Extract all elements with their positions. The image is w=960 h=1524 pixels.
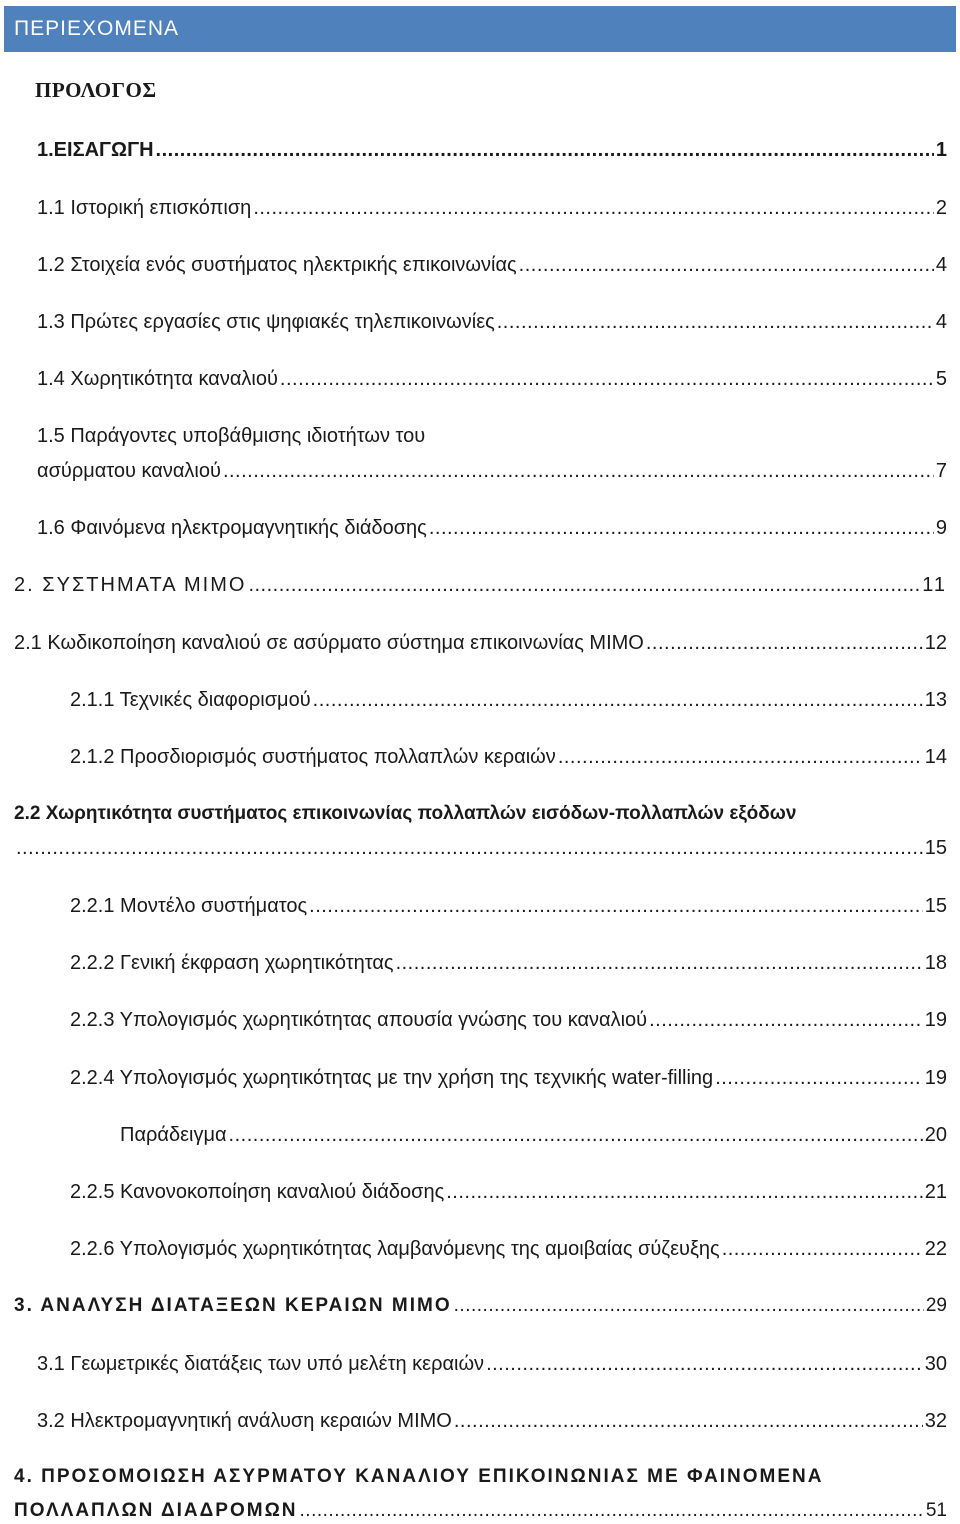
toc-page-number: 14 <box>924 746 947 768</box>
toc-entry-2-1-1[interactable] <box>70 687 947 713</box>
toc-page-number: 51 <box>925 1500 947 1521</box>
toc-entry-4[interactable] <box>14 1498 947 1524</box>
toc-page-number: 13 <box>924 689 947 711</box>
dot-leader <box>497 309 934 335</box>
toc-entry-1-3[interactable] <box>37 309 947 335</box>
toc-entry-label: 2.2.4 Υπολογισμός χωρητικότητας με την χρήση της τεχνικής water-filling <box>70 1067 714 1089</box>
toc-entry-label: 1.6 Φαινόμενα ηλεκτρομαγνητικής διάδοσης <box>37 517 427 539</box>
toc-entry-label: Παράδειγμα <box>120 1124 227 1146</box>
toc-page-number: 18 <box>924 952 947 974</box>
toc-page-number: 15 <box>924 895 947 917</box>
toc-entry-label: 2.1.1 Τεχνικές διαφορισμού <box>70 689 311 711</box>
dot-leader <box>229 1122 923 1148</box>
toc-entry-label: 2. ΣΥΣΤΗΜΑΤΑ ΜΙΜΟ <box>14 574 247 596</box>
dot-leader <box>454 1293 924 1319</box>
toc-entry-1-5-line1[interactable]: 1.5 Παράγοντες υποβάθμισης ιδιοτήτων του <box>37 425 426 447</box>
toc-page-number: 9 <box>935 517 947 539</box>
toc-entry-1-6[interactable] <box>37 515 947 541</box>
dot-leader <box>519 252 934 278</box>
toc-entry-1[interactable] <box>37 137 947 163</box>
toc-entry-label: ΠΟΛΛΑΠΛΩΝ ΔΙΑΔΡΟΜΩΝ <box>14 1500 298 1521</box>
toc-page-number: 15 <box>924 837 947 859</box>
dot-leader <box>646 630 923 656</box>
toc-entry-label: 3.2 Ηλεκτρομαγνητική ανάλυση κεραιών ΜΙΜΟ <box>37 1410 452 1432</box>
dot-leader <box>313 687 923 713</box>
toc-entry-2-2-4[interactable] <box>70 1065 947 1091</box>
toc-entry-2-2-line1[interactable]: 2.2 Χωρητικότητα συστήματος επικοινωνίας πολλαπλών εισόδων-πολλαπλών εξόδων <box>14 803 797 824</box>
toc-entry-label: 2.2.1 Μοντέλο συστήματος <box>70 895 308 917</box>
dot-leader <box>396 950 923 976</box>
dot-leader <box>429 515 934 541</box>
toc-entry-3-1[interactable] <box>37 1351 947 1377</box>
toc-entry-1-4[interactable] <box>37 366 947 392</box>
toc-entry-label: 2.2.2 Γενική έκφραση χωρητικότητας <box>70 952 394 974</box>
toc-entry-2-1[interactable] <box>14 630 947 656</box>
prologue-heading: ΠΡΟΛΟΓΟΣ <box>35 78 157 102</box>
toc-entry-2-1-2[interactable] <box>70 744 947 770</box>
toc-page-number: 29 <box>925 1295 947 1316</box>
dot-leader <box>16 835 923 861</box>
toc-entry-label: 2.1.2 Προσδιορισμός συστήματος πολλαπλών κεραιών <box>70 746 556 768</box>
dot-leader <box>253 195 934 221</box>
toc-entry-label: 1.3 Πρώτες εργασίες στις ψηφιακές τηλεπικοινωνίες <box>37 311 495 333</box>
toc-entry-2[interactable] <box>14 572 947 598</box>
toc-entry-3-2[interactable] <box>37 1408 947 1434</box>
dot-leader <box>486 1351 923 1377</box>
toc-page-number: 19 <box>924 1067 947 1089</box>
toc-entry-label: 1.1 Ιστορική επισκόπιση <box>37 197 252 219</box>
toc-entry-1-5[interactable] <box>37 458 947 484</box>
toc-page-number: 7 <box>935 460 947 482</box>
dot-leader <box>309 893 923 919</box>
dot-leader <box>300 1498 924 1524</box>
toc-entry-example[interactable] <box>120 1122 947 1148</box>
toc-entry-label: 2.2.5 Κανονοκοποίηση καναλιού διάδοσης <box>70 1181 445 1203</box>
dot-leader <box>722 1236 923 1262</box>
dot-leader <box>715 1065 923 1091</box>
toc-entry-2-2-3[interactable] <box>70 1007 947 1033</box>
contents-title: ΠΕΡΙΕΧΟΜΕΝΑ <box>14 17 180 40</box>
contents-header <box>4 6 956 52</box>
toc-page-number: 12 <box>924 632 947 654</box>
dot-leader <box>454 1408 923 1434</box>
dot-leader <box>280 366 934 392</box>
dot-leader <box>558 744 923 770</box>
dot-leader <box>156 137 934 163</box>
dot-leader <box>223 458 934 484</box>
toc-page-number: 21 <box>924 1181 947 1203</box>
toc-page-number: 2 <box>935 197 947 219</box>
toc-page-number: 1 <box>935 139 947 161</box>
toc-entry-label: 1.4 Χωρητικότητα καναλιού <box>37 368 278 390</box>
toc-page-number: 4 <box>935 254 947 276</box>
toc-entry-4-line1[interactable]: 4. ΠΡΟΣΟΜΟΙΩΣΗ ΑΣΥΡΜΑΤΟΥ ΚΑΝΑΛΙΟΥ ΕΠΙΚΟΙΝΩΝΙΑΣ ΜΕ ΦΑΙΝΟΜΕΝΑ <box>14 1466 824 1487</box>
toc-page-number: 5 <box>935 368 947 390</box>
toc-entry-2-2-6[interactable] <box>70 1236 947 1262</box>
toc-entry-label: 2.1 Κωδικοποίηση καναλιού σε ασύρματο σύστημα επικοινωνίας ΜΙΜΟ <box>14 632 644 654</box>
toc-entry-2-2-2[interactable] <box>70 950 947 976</box>
toc-page-number: 19 <box>924 1009 947 1031</box>
toc-entry-label: 1.2 Στοιχεία ενός συστήματος ηλεκτρικής επικοινωνίας <box>37 254 517 276</box>
toc-entry-label: 2.2.3 Υπολογισμός χωρητικότητας απουσία γνώσης του καναλιού <box>70 1009 648 1031</box>
toc-entry-label: 3.1 Γεωμετρικές διατάξεις των υπό μελέτη κεραιών <box>37 1353 485 1375</box>
toc-page-number: 11 <box>922 574 947 596</box>
dot-leader <box>649 1007 923 1033</box>
toc-page-number: 20 <box>924 1124 947 1146</box>
toc-entry-1-2[interactable] <box>37 252 947 278</box>
toc-page-number: 22 <box>924 1238 947 1260</box>
dot-leader <box>446 1179 923 1205</box>
toc-entry-label: ασύρματου καναλιού <box>37 460 221 482</box>
toc-page-number: 30 <box>924 1353 947 1375</box>
toc-entry-2-2-5[interactable] <box>70 1179 947 1205</box>
toc-entry-2-2-1[interactable] <box>70 893 947 919</box>
toc-entry-1-1[interactable] <box>37 195 947 221</box>
toc-entry-label: 1.ΕΙΣΑΓΩΓΗ <box>37 139 154 161</box>
toc-entry-2-2[interactable] <box>14 835 947 861</box>
toc-page-number: 32 <box>924 1410 947 1432</box>
dot-leader <box>248 572 920 598</box>
toc-entry-label: 3. ΑΝΑΛΥΣΗ ΔΙΑΤΑΞΕΩΝ ΚΕΡΑΙΩΝ ΜΙΜΟ <box>14 1295 452 1316</box>
toc-entry-3[interactable] <box>14 1293 947 1319</box>
toc-entry-label: 2.2.6 Υπολογισμός χωρητικότητας λαμβανόμενης της αμοιβαίας σύζευξης <box>70 1238 720 1260</box>
toc-page-number: 4 <box>935 311 947 333</box>
